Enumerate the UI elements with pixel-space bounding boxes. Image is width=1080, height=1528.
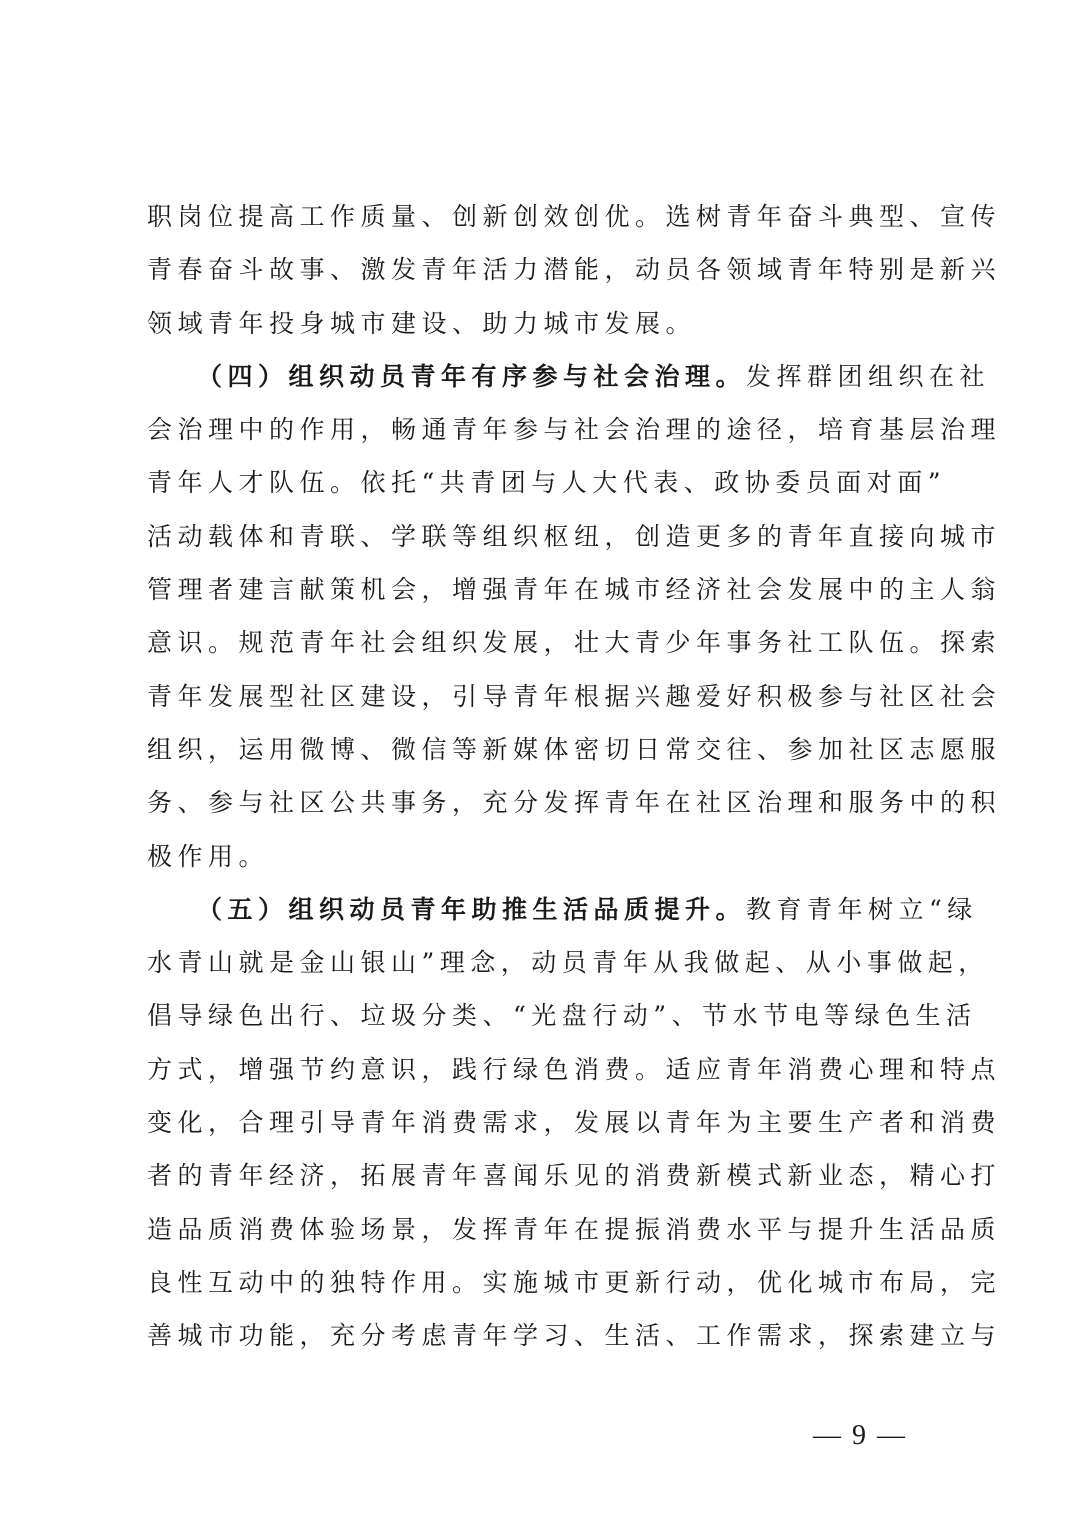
section-5-heading: （五）组织动员青年助推生活品质提升。: [197, 894, 747, 924]
section-5-first-line: [147, 883, 978, 936]
section-5-lead-text: 教育青年树立“绿: [746, 894, 978, 924]
text-line: 方式，增强节约意识，践行绿色消费。适应青年消费心理和特点: [147, 1054, 1002, 1084]
page-number: — 9 —: [813, 1420, 907, 1451]
text-line: 活动载体和青联、学联等组织枢纽，创造更多的青年直接向城市: [147, 521, 1002, 551]
body-text: [147, 190, 1002, 1363]
section-4-lead-text: 发挥群团组织在社: [746, 361, 991, 391]
section-4-first-line: [147, 350, 991, 403]
text-line: 者的青年经济，拓展青年喜闻乐见的消费新模式新业态，精心打: [147, 1161, 1002, 1191]
text-line: 务、参与社区公共事务，充分发挥青年在社区治理和服务中的积: [147, 788, 1002, 818]
text-line: 良性互动中的独特作用。实施城市更新行动，优化城市布局，完: [147, 1267, 1002, 1297]
section-4-heading: （四）组织动员青年有序参与社会治理。: [197, 361, 747, 391]
text-line: 青年人才队伍。依托“共青团与人大代表、政协委员面对面”: [147, 468, 947, 498]
text-line: 变化，合理引导青年消费需求，发展以青年为主要生产者和消费: [147, 1108, 1002, 1138]
text-line: 青年发展型社区建设，引导青年根据兴趣爱好积极参与社区社会: [147, 681, 1002, 711]
text-line: 善城市功能，充分考虑青年学习、生活、工作需求，探索建立与: [147, 1321, 1002, 1351]
text-line: 极作用。: [147, 841, 270, 871]
text-line: 职岗位提高工作质量、创新创效创优。选树青年奋斗典型、宣传: [147, 202, 1002, 231]
text-line: 会治理中的作用，畅通青年参与社会治理的途径，培育基层治理: [147, 415, 1002, 445]
text-line: 领域青年投身城市建设、助力城市发展。: [147, 308, 697, 338]
text-line: 水青山就是金山银山”理念，动员青年从我做起、从小事做起，: [147, 948, 989, 978]
text-line: 造品质消费体验场景，发挥青年在提振消费水平与提升生活品质: [147, 1214, 1002, 1244]
text-line: 青春奋斗故事、激发青年活力潜能，动员各领域青年特别是新兴: [147, 255, 1002, 285]
text-line: 组织，运用微博、微信等新媒体密切日常交往、参加社区志愿服: [147, 734, 1002, 764]
text-line: 意识。规范青年社会组织发展，壮大青少年事务社工队伍。探索: [147, 628, 1002, 658]
text-line: 倡导绿色出行、垃圾分类、“光盘行动”、节水节电等绿色生活: [147, 1001, 977, 1031]
text-line: 管理者建言献策机会，增强青年在城市经济社会发展中的主人翁: [147, 575, 1002, 605]
